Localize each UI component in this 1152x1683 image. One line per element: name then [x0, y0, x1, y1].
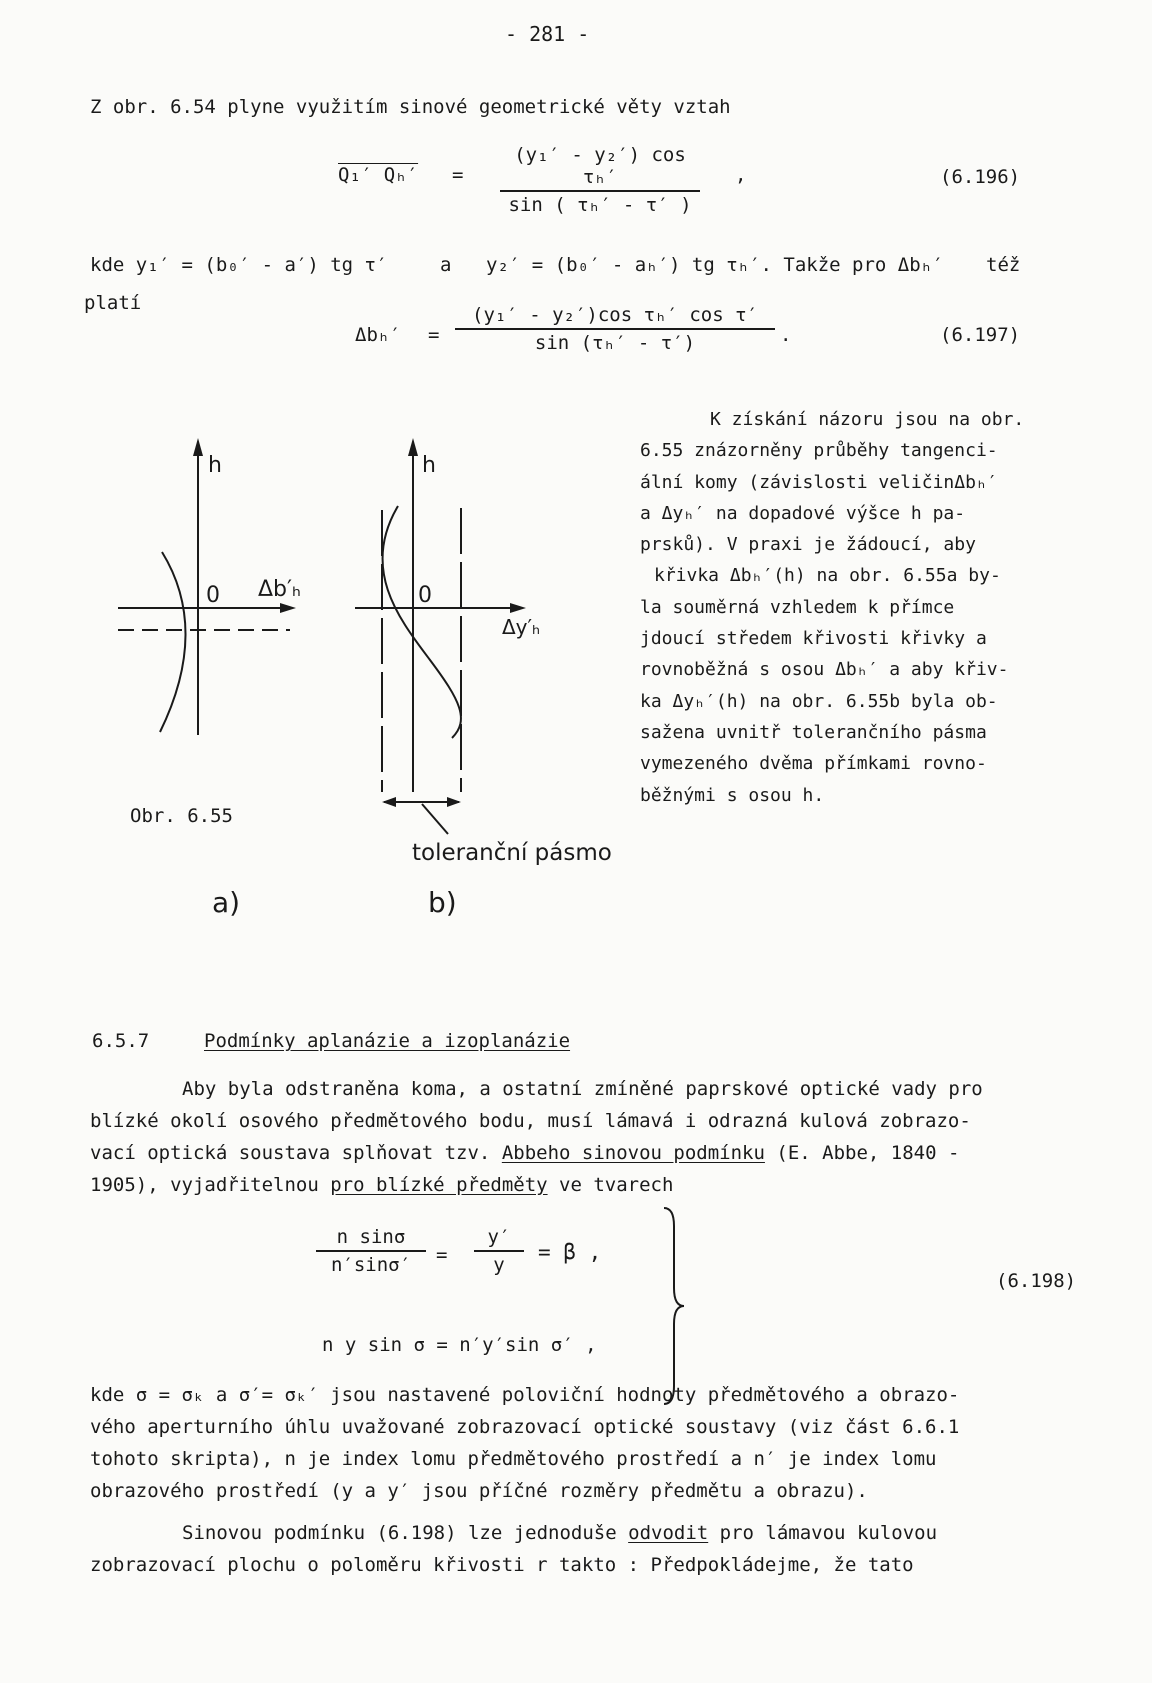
figure-b-coma-curve	[382, 506, 460, 738]
figure-a-coma-curve	[160, 552, 186, 732]
figure-b-dimension-arrow-right	[447, 797, 461, 807]
para1-line-3-start: vací optická soustava splňovat tzv.	[90, 1142, 491, 1164]
figure-a-h-label: h	[208, 453, 222, 478]
side-line: K získání názoru jsou na obr.	[710, 409, 1025, 430]
kde-line-part1: kde y₁′ = (b₀′ - a′) tg τ′	[90, 254, 388, 276]
para1-line-1: Aby byla odstraněna koma, a ostatní zmíněné paprskové optické vady pro	[182, 1078, 983, 1100]
para1-line-4-end: ve tvarech	[559, 1174, 674, 1196]
figure-b-h-arrow	[408, 438, 418, 456]
derive-link: odvodit	[628, 1522, 709, 1544]
para1-line-2: blízké okolí osového předmětového bodu, musí lámavá i odrazná kulová zobrazo-	[90, 1110, 971, 1132]
side-line: jdoucí středem křivosti křivky a	[640, 628, 987, 650]
eq197-period: .	[780, 324, 792, 346]
eq197-numerator: (y₁′ - y₂′)cos τₕ′ cos τ′	[455, 304, 775, 330]
figure-b-diagram	[355, 438, 526, 834]
eq198-fraction-1	[316, 1226, 426, 1276]
eq197-lhs: Δbₕ′	[355, 324, 401, 346]
eq198-num-1: n sinσ	[316, 1226, 426, 1252]
para1-line-3-end: (E. Abbe, 1840 -	[776, 1142, 960, 1164]
side-line: vymezeného dvěma přímkami rovno-	[640, 753, 987, 775]
para2-line-2: vého aperturního úhlu uvažované zobrazovací optické soustavy (viz část 6.6.1	[90, 1416, 960, 1438]
eq198-num-2: y′	[474, 1226, 524, 1252]
kde-line-tez: též	[986, 254, 1021, 276]
intro-line: Z obr. 6.54 plyne využitím sinové geometrické věty vztah	[90, 96, 731, 118]
figure-b-axis-arrow	[510, 603, 526, 613]
eq196-comma: ,	[735, 164, 747, 186]
figure-b-tolerance-label: toleranční pásmo	[412, 840, 612, 866]
plati-word: platí	[84, 292, 142, 314]
eq198-line-2: n y sin σ = n′y′sin σ′ ,	[322, 1334, 597, 1356]
figure-b-axis-label: Δy′ₕ	[502, 615, 541, 639]
side-line: křivka Δbₕ′(h) na obr. 6.55a by-	[654, 565, 1001, 587]
eq197-denominator: sin (τₕ′ - τ′)	[534, 332, 696, 354]
kde-line-part2: y₂′ = (b₀′ - aₕ′) tg τₕ′. Takže pro Δbₕ′	[486, 254, 944, 276]
side-line: 6.55 znázorněny průběhy tangenci-	[640, 440, 998, 462]
side-line: sažena uvnitř tolerančního pásma	[640, 721, 987, 743]
eq198-equals-beta: = β ,	[538, 1240, 602, 1264]
figure-b-dimension-arrow-left	[382, 797, 396, 807]
side-line: ka Δyₕ′(h) na obr. 6.55b byla ob-	[640, 690, 998, 712]
eq198-den-1: n′sinσ′	[330, 1254, 412, 1276]
kde-line-a: a	[440, 254, 452, 276]
eq198-label: (6.198)	[996, 1270, 1077, 1292]
figure-b-zero-label: 0	[418, 583, 432, 608]
eq196-lhs: Q₁′ Qₕ′	[338, 164, 419, 186]
eq198-equals-1: =	[436, 1244, 448, 1266]
para3-line-1	[90, 1522, 1082, 1544]
figure-caption: Obr. 6.55	[130, 805, 233, 827]
near-objects-link: pro blízké předměty	[330, 1174, 548, 1196]
figure-a-axis-label: Δb′ₕ	[258, 577, 301, 602]
page-number: - 281 -	[505, 22, 590, 46]
section-number: 6.5.7	[92, 1030, 150, 1052]
figure-a-sublabel: a)	[212, 886, 241, 919]
side-text-block	[640, 404, 1080, 811]
figure-b-sublabel: b)	[428, 886, 457, 919]
eq197-fraction	[455, 304, 775, 354]
eq197-label: (6.197)	[940, 324, 1021, 346]
eq196-denominator: sin ( τₕ′ - τ′ )	[508, 194, 692, 216]
figure-6-55	[0, 420, 640, 940]
eq198-brace	[660, 1206, 690, 1406]
side-line: rovnoběžná s osou Δbₕ′ a aby křiv-	[640, 659, 1009, 681]
side-line: ální komy (závislosti veličinΔbₕ′	[640, 471, 998, 493]
para2-line-3: tohoto skripta), n je index lomu předmětového prostředí a n′ je index lomu	[90, 1448, 937, 1470]
eq196-label: (6.196)	[940, 166, 1021, 188]
figure-a-zero-label: 0	[206, 583, 220, 608]
side-line: běžnými s osou h.	[640, 784, 825, 806]
figure-a-h-arrow	[193, 438, 203, 456]
figure-a-axis-arrow	[280, 603, 296, 613]
section-title: Podmínky aplanázie a izoplanázie	[204, 1030, 571, 1052]
abbe-condition-link: Abbeho sinovou podmínku	[501, 1142, 765, 1164]
eq196-numerator: (y₁′ - y₂′) cos τₕ′	[500, 144, 700, 192]
para3-line-2: zobrazovací plochu o poloměru křivosti r takto : Předpokládejme, že tato	[90, 1554, 914, 1576]
eq198-den-2: y	[493, 1254, 505, 1276]
side-line: a Δyₕ′ na dopadové výšce h pa-	[640, 502, 966, 524]
figure-b-h-label: h	[422, 453, 436, 478]
side-line: la souměrná vzhledem k přímce	[640, 596, 955, 618]
para2-line-1: kde σ = σₖ a σ′= σₖ′ jsou nastavené poloviční hodnoty předmětového a obrazo-	[90, 1384, 960, 1406]
eq198-brace-path	[664, 1208, 684, 1404]
figure-b-leader-line	[422, 804, 448, 834]
para1-line-4	[90, 1174, 1070, 1196]
para3-line-1-start: Sinovou podmínku (6.198) lze jednoduše	[182, 1522, 617, 1544]
para2-line-4: obrazového prostředí (y a y′ jsou příčné rozměry předmětu a obrazu).	[90, 1480, 868, 1502]
eq197-equals: =	[428, 324, 440, 346]
eq198-fraction-2	[474, 1226, 524, 1276]
eq196-fraction	[500, 144, 700, 216]
para1-line-3	[90, 1142, 1070, 1164]
para3-line-1-end: pro lámavou kulovou	[719, 1522, 938, 1544]
eq196-equals: =	[452, 164, 464, 186]
side-line: prsků). V praxi je žádoucí, aby	[640, 534, 976, 556]
para1-line-4-start: 1905), vyjadřitelnou	[90, 1174, 319, 1196]
